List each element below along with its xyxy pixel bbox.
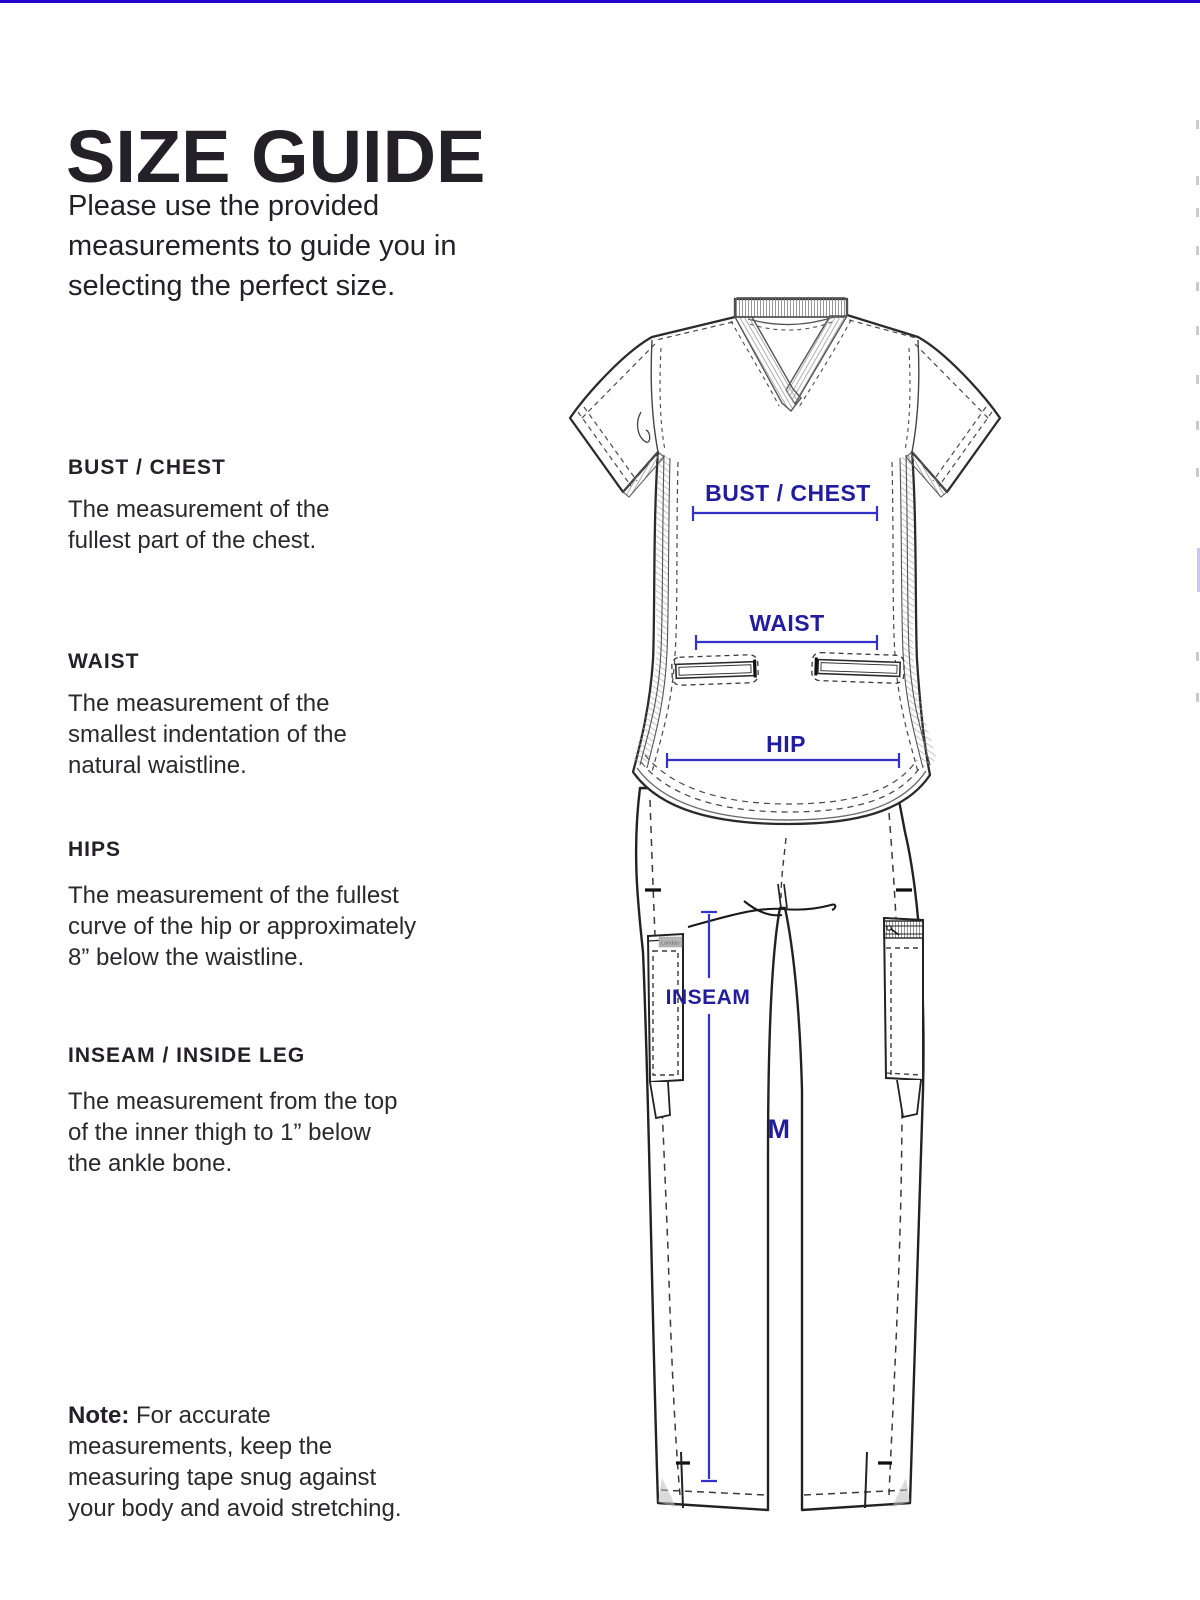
waist-measure-label: WAIST [749,610,825,636]
section-heading-waist: WAIST [68,650,140,673]
body-line: the ankle bone. [68,1150,233,1177]
body-line: curve of the hip or approximately [68,913,417,940]
section-heading-bust: BUST / CHEST [68,456,226,479]
section-heading-hips: HIPS [68,838,122,861]
body-line: fullest part of the chest. [68,527,317,554]
section-body-waist [68,688,347,781]
inseam-measure-label: INSEAM [665,986,751,1009]
note-line: measuring tape snug against [68,1464,377,1491]
body-line: The measurement of the [68,496,330,523]
section-heading-inseam: INSEAM / INSIDE LEG [68,1044,306,1067]
body-line: The measurement from the top [68,1088,398,1115]
hip-measure-label: HIP [766,731,806,757]
size-guide-diagram [540,280,1020,1530]
page-title: SIZE GUIDE [66,114,486,198]
section-body-inseam [68,1086,397,1179]
body-line: natural waistline. [68,752,247,779]
note-label: Note: [68,1402,130,1429]
note-line: measurements, keep the [68,1433,333,1460]
body-line: of the inner thigh to 1” below [68,1119,371,1146]
scrub-pants-drawing [636,788,923,1510]
note-line: your body and avoid stretching. [68,1495,402,1522]
intro-line: Please use the provided [68,190,380,222]
intro-line: measurements to guide you in [68,230,457,262]
intro-text [68,186,457,306]
note-first-line: Note: For accurate [68,1402,271,1429]
intro-line: selecting the perfect size. [68,270,396,302]
body-line: 8” below the waistline. [68,944,305,971]
note-text [68,1400,402,1524]
body-line: smallest indentation of the [68,721,347,748]
section-body-bust [68,494,329,556]
size-label: M [767,1114,791,1144]
body-line: The measurement of the [68,690,330,717]
bust-measure-label: BUST / CHEST [705,480,871,506]
section-body-hips [68,880,416,973]
body-line: The measurement of the fullest [68,882,399,909]
brand-tag: Landau [660,940,680,947]
top-accent-border [0,0,1200,3]
